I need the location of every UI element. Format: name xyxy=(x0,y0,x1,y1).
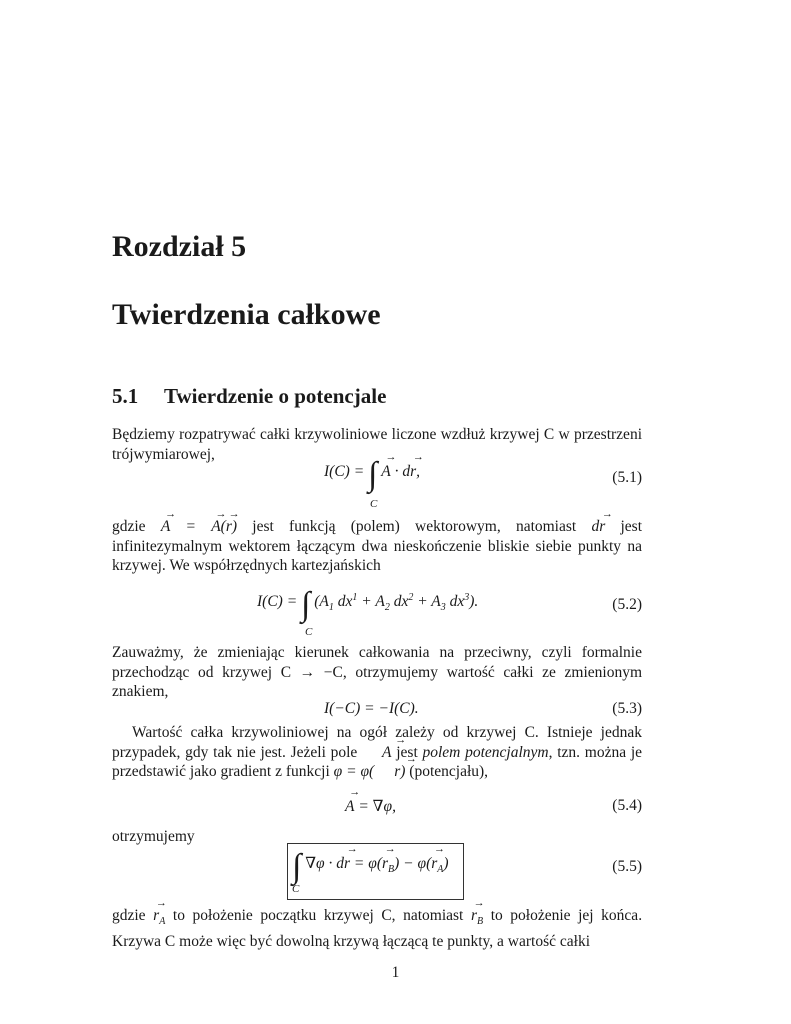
equation-number: (5.5) xyxy=(612,858,642,875)
equation-body: I(−C) = −I(C). xyxy=(324,700,419,717)
text-fragment: to położenie początku krzywej C, natomiast xyxy=(172,907,464,924)
text-fragment: jest xyxy=(396,743,418,761)
paragraph-3: Zauważmy, że zmieniając kierunek całkowania na przeciwny, czyli formalnie przechodząc od krzywej C → −C, otrzymujemy wartość całki ze zmienionym znakiem, xyxy=(112,644,642,700)
equation-5-4 xyxy=(112,797,642,827)
paragraph-6: gdzie → $r_A$ to położenie początku krzywej C, natomiast → $r_B$ to położenie jej końca. Krzywa C może więc być dowolną krzywą łączącą te punkty, a wartość całki xyxy=(112,906,642,951)
equation-5-5 xyxy=(112,848,642,895)
equation-body: I(C) = ∫ ($A_1$ $dx^1 + A_2$ $dx^2 + A_3$ $dx^3$). xyxy=(257,586,479,623)
section-number: 5.1 xyxy=(112,384,139,408)
paragraph-5: otrzymujemy xyxy=(112,828,195,845)
chapter-label: Rozdział 5 xyxy=(112,230,247,263)
page-number: 1 xyxy=(391,964,400,981)
section-title: Twierdzenie o potencjale xyxy=(164,384,387,408)
text-fragment: gdzie xyxy=(112,518,146,535)
paragraph-2: gdzie → A = → A(→ r) jest funkcją (polem) wektorowym, natomiast d→ r jest infinitezymalnym wektorem łączącym dwa nieskończenie bliskie siebie punkty na krzywej. We współrzędnych kartezjańskich xyxy=(112,517,642,576)
equation-body: I(C) = ∫ → A · d→ r, xyxy=(324,458,420,492)
text-fragment: , tzn. można je przedstawić jako gradient z funkcji xyxy=(112,743,643,780)
text-fragment: jest funkcją (polem) wektorowym, natomiast xyxy=(252,518,577,535)
text-fragment: Wartość całka krzywoliniowej na ogół zależy od krzywej C. Istnieje jednak przypadek, gdy tak nie jest. Jeżeli pole xyxy=(112,724,642,761)
section-heading xyxy=(112,383,386,409)
text-fragment: (potencjału), xyxy=(409,763,489,780)
equation-body: → A = ∇φ, xyxy=(345,797,396,816)
equation-5-1 xyxy=(112,456,642,510)
integral-subscript: C xyxy=(305,626,313,638)
integral-subscript: C xyxy=(292,883,300,895)
paragraph-1: Będziemy rozpatrywać całki krzywoliniowe liczone wzdłuż krzywej C w przestrzeni trójwymiarowej, xyxy=(112,426,642,463)
emphasis-text: polem potencjalnym xyxy=(422,743,549,761)
text-fragment: to położenie jej końca. Krzywa C może więc być dowolną krzywą łączącą te punkty, a wartość całki xyxy=(112,907,643,950)
text-fragment: gdzie xyxy=(112,907,146,924)
equation-number: (5.2) xyxy=(612,596,642,613)
equation-number: (5.4) xyxy=(612,797,642,814)
equation-number: (5.3) xyxy=(612,700,642,717)
chapter-title: Twierdzenia całkowe xyxy=(112,298,381,331)
text-fragment: jest infinitezymalnym wektorem łączącym dwa nieskończenie bliskie siebie punkty na krzywej. We współrzędnych kartezjańskich xyxy=(112,518,643,574)
paragraph-4: Wartość całka krzywoliniowej na ogół zależy od krzywej C. Istnieje jednak przypadek, gdy tak nie jest. Jeżeli pole → A jest polem potencjalnym, tzn. można je przedstawić jako gradient z funkcji φ = φ(→ r) (potencjału), xyxy=(112,723,642,782)
equation-number: (5.1) xyxy=(612,469,642,486)
equation-body: ∫ $\nabla\varphi \cdot d\to r = \varphi(\to r_B) - \varphi(\to r_A)$ xyxy=(292,850,449,884)
integral-subscript: C xyxy=(370,498,378,510)
equation-5-2 xyxy=(112,586,642,638)
